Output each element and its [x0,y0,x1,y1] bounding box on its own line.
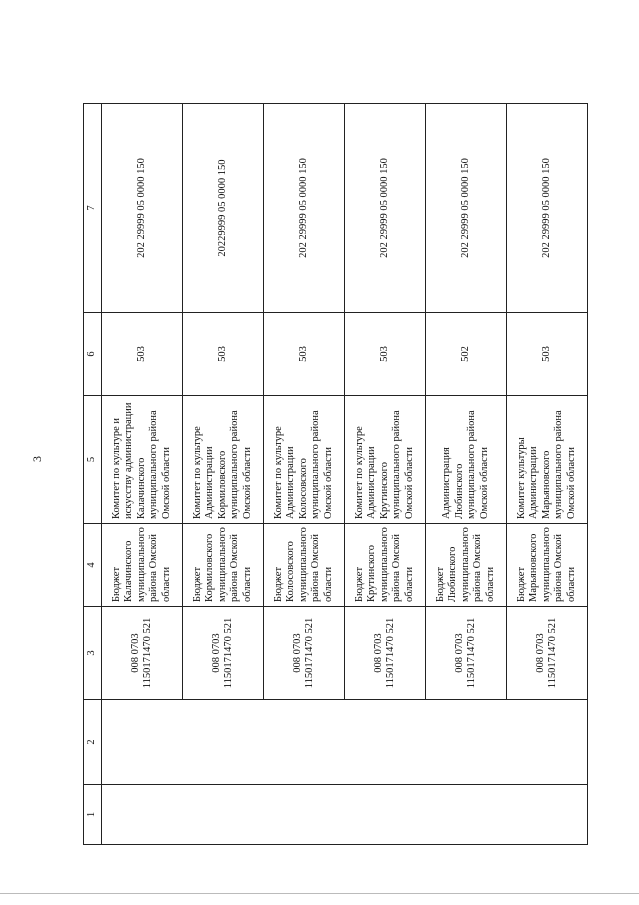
budget-table [83,103,588,845]
scan-edge-line [0,893,639,894]
administrator-cell: Комитет по культуре и искусству администрации Калачинского муниципального района Омской области [102,396,183,524]
budget-code-cell: 008 0703 1150171470 521 [102,607,183,700]
column-header-4: 4 [84,524,102,607]
administrator-cell: Администрация Любинского муниципального района Омской области [426,396,507,524]
column-1-cell [102,785,588,845]
code-cell: 503 [345,313,426,396]
revenue-code-cell: 202 29999 05 0000 150 [264,104,345,313]
administrator-cell: Комитет по культуре Администрации Кормиловского муниципального района Омской области [183,396,264,524]
revenue-code-cell: 202 29999 05 0000 150 [507,104,588,313]
budget-code-cell: 008 0703 1150171470 521 [345,607,426,700]
rotated-table-wrapper [83,104,588,845]
code-cell: 503 [102,313,183,396]
budget-code-cell: 008 0703 1150171470 521 [264,607,345,700]
code-cell: 503 [264,313,345,396]
budget-code-cell: 008 0703 1150171470 521 [183,607,264,700]
budget-name-cell: Бюджет Любинского муниципального района Омской области [426,524,507,607]
revenue-code-cell: 202 29999 05 0000 150 [345,104,426,313]
administrator-cell: Комитет культуры Администрации Марьяновского муниципального района Омской области [507,396,588,524]
revenue-code-cell: 202 29999 05 0000 150 [102,104,183,313]
budget-code-cell: 008 0703 1150171470 521 [507,607,588,700]
column-number-row [84,104,102,845]
budget-code-cell: 008 0703 1150171470 521 [426,607,507,700]
budget-name-cell: Бюджет Крутинского муниципального района Омской области [345,524,426,607]
column-header-3: 3 [84,607,102,700]
budget-name-cell: Бюджет Калачинского муниципального района Омской области [102,524,183,607]
budget-name-cell: Бюджет Колосовского муниципального района Омской области [264,524,345,607]
table-row [102,104,183,845]
column-header-1: 1 [84,785,102,845]
budget-name-cell: Бюджет Кормиловского муниципального района Омской области [183,524,264,607]
administrator-cell: Комитет по культуре Администрации Крутинского муниципального района Омской области [345,396,426,524]
code-cell: 502 [426,313,507,396]
budget-name-cell: Бюджет Марьяновского муниципального района Омской области [507,524,588,607]
page-number: 3 [30,456,44,462]
column-header-5: 5 [84,396,102,524]
revenue-code-cell: 202 29999 05 0000 150 [426,104,507,313]
administrator-cell: Комитет по культуре Администрации Колосовского муниципального района Омской области [264,396,345,524]
column-2-cell [102,700,588,785]
revenue-code-cell: 20229999 05 0000 150 [183,104,264,313]
column-header-2: 2 [84,700,102,785]
code-cell: 503 [183,313,264,396]
column-header-6: 6 [84,313,102,396]
code-cell: 503 [507,313,588,396]
column-header-7: 7 [84,104,102,313]
